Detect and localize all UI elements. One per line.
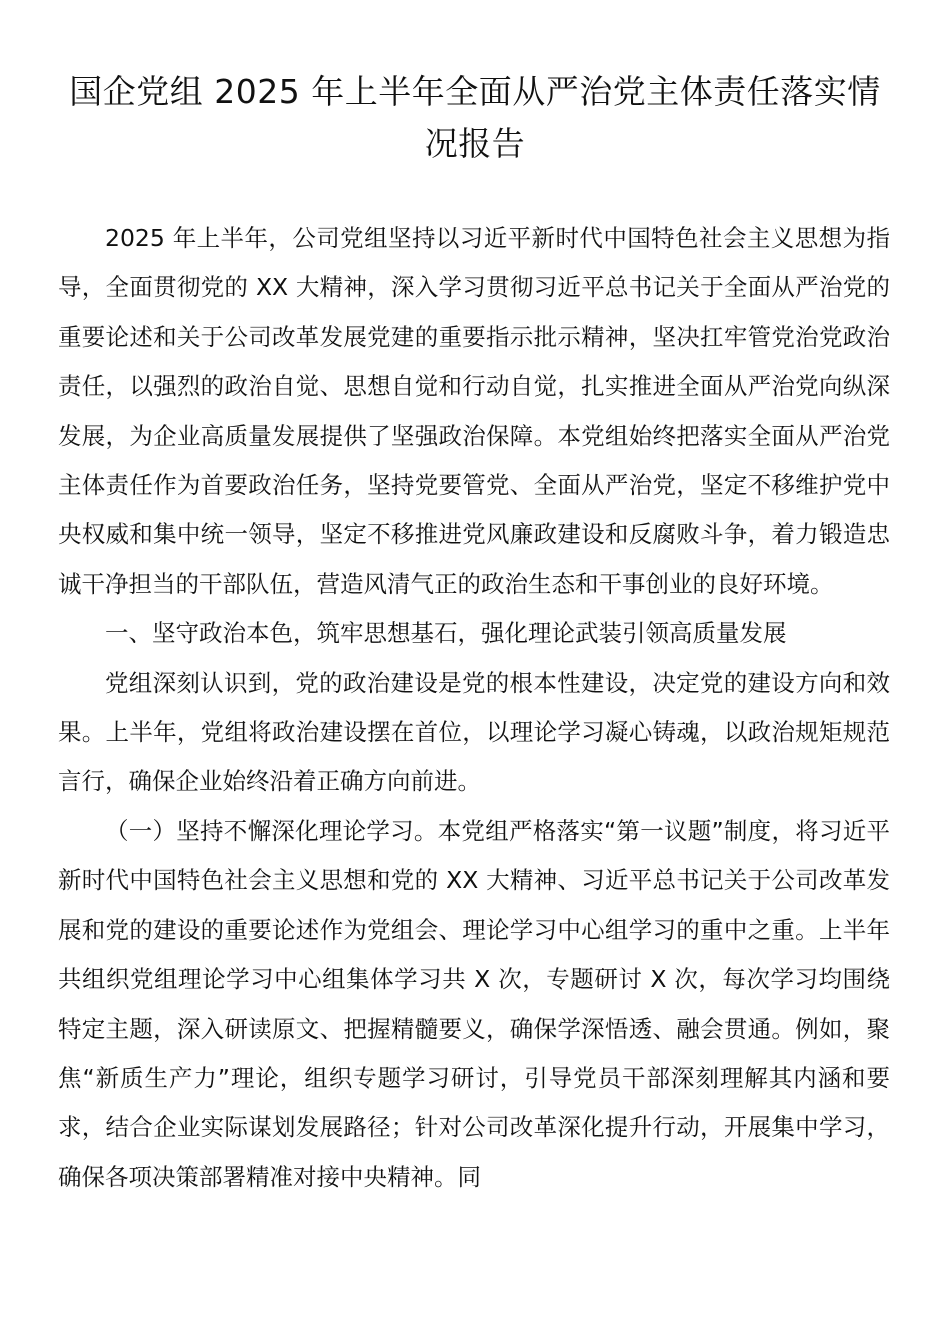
section-heading-1: 一、坚守政治本色，筑牢思想基石，强化理论武装引领高质量发展 xyxy=(105,619,787,648)
intro-paragraph: 2025 年上半年，公司党组坚持以习近平新时代中国特色社会主义思想为指导，全面贯彻党的 XX 大精神，深入学习贯彻习近平总书记关于全面从严治党的重要论述和关于公司改革发展党建的重要指示批示精神，坚决扛牢管党治党政治责任，以强烈的政治自觉、思想自觉和行动自觉，扎实推进全面从严治党向纵深发展，为企业高质量发展提供了坚强政治保障。本党组始终把落实全面从严治党主体责任作为首要政治任务，坚持党要管党、全面从严治党，坚定不移维护党中央权威和集中统一领导，坚定不移推进党风廉政建设和反腐败斗争，着力锻造忠诚干净担当的干部队伍，营造风清气正的政治生态和干事创业的良好环境。 xyxy=(58,224,890,598)
document-body xyxy=(58,214,890,1202)
section-1-paragraph: 党组深刻认识到，党的政治建设是党的根本性建设，决定党的建设方向和效果。上半年，党组将政治建设摆在首位，以理论学习凝心铸魂，以政治规矩规范言行，确保企业始终沿着正确方向前进。 xyxy=(58,668,890,796)
subsection-1-paragraph: （一）坚持不懈深化理论学习。本党组严格落实“第一议题”制度，将习近平新时代中国特色社会主义思想和党的 XX 大精神、习近平总书记关于公司改革发展和党的建设的重要论述作为党组会、理论学习中心组学习的重中之重。上半年共组织党组理论学习中心组集体学习共 X 次，专题研讨 X 次，每次学习均围绕特定主题，深入研读原文、把握精髓要义，确保学深悟透、融会贯通。例如，聚焦“新质生产力”理论，组织专题学习研讨，引导党员干部深刻理解其内涵和要求，结合企业实际谋划发展路径；针对公司改革深化提升行动，开展集中学习，确保各项决策部署精准对接中央精神。同 xyxy=(58,816,890,1191)
document-title: 国企党组 2025 年上半年全面从严治党主体责任落实情况报告 xyxy=(69,72,881,163)
